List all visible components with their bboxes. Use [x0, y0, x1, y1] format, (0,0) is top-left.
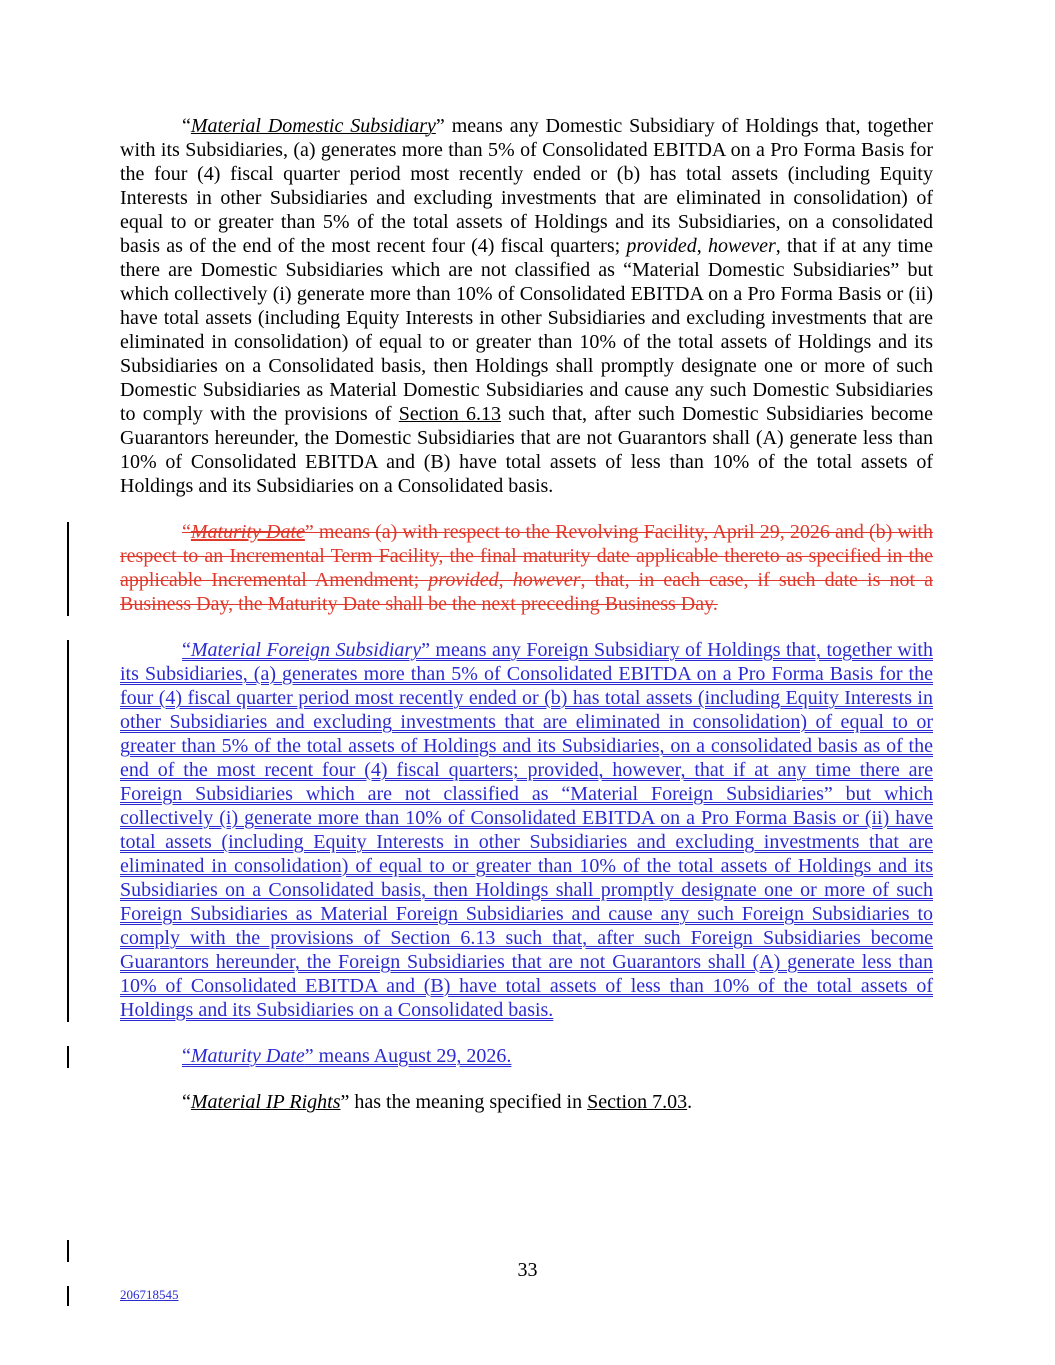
document-id-stamp: 206718545: [120, 1287, 179, 1302]
definition-material-domestic-subsidiary: “Material Domestic Subsidiary” means any Domestic Subsidiary of Holdings that, together with its Subsidiaries, (a) generates more than 5% of Consolidated EBITDA on a Pro Forma Basis for the four (4) fiscal quarter period most recently ended or (b) has total assets (including Equity Interests in other Subsidiaries and excluding investments that are eliminated in consolidation) of equal to or greater than 5% of the total assets of Holdings and its Subsidiaries, on a consolidated basis as of the end of the most recent four (4) fiscal quarters; provided, however, that if at any time there are Domestic Subsidiaries which are not classified as “Material Domestic Subsidiaries” but which collectively (i) generate more than 10% of Consolidated EBITDA on a Pro Forma Basis or (ii) have total assets (including Equity Interests in other Subsidiaries and excluding investments that are eliminated in consolidation) of equal to or greater than 10% of the total assets of Holdings and its Subsidiaries on a Consolidated basis, then Holdings shall promptly designate one or more of such Domestic Subsidiaries as Material Domestic Subsidiaries and cause any such Domestic Subsidiaries to comply with the provisions of Section 6.13 such that, after such Domestic Subsidiaries become Guarantors hereunder, the Domestic Subsidiaries that are not Guarantors shall (A) generate less than 10% of Consolidated EBITDA and (B) have total assets of less than 10% of the total assets of Holdings and its Subsidiaries on a Consolidated basis.: [120, 115, 933, 497]
change-bar: [67, 640, 69, 1022]
change-bar: [67, 1046, 69, 1068]
definition-maturity-date-deleted: “Maturity Date” means (a) with respect to the Revolving Facility, April 29, 2026 and (b) with respect to an Incremental Term Facility, the final maturity date applicable thereto as specified in the applicable Incremental Amendment; provided, however, that, in each case, if such date is not a Business Day, the Maturity Date shall be the next preceding Business Day.: [120, 521, 933, 615]
change-bar: [67, 1240, 69, 1262]
definition-maturity-date-inserted: “Maturity Date” means August 29, 2026.: [182, 1045, 512, 1067]
change-bar: [67, 1286, 69, 1306]
definition-material-ip-rights: “Material IP Rights” has the meaning specified in Section 7.03.: [182, 1091, 693, 1113]
document-body: [120, 114, 933, 1136]
definition-material-foreign-subsidiary-inserted: “Material Foreign Subsidiary” means any Foreign Subsidiary of Holdings that, together with its Subsidiaries, (a) generates more than 5% of Consolidated EBITDA on a Pro Forma Basis for the four (4) fiscal quarter period most recently ended or (b) has total assets (including Equity Interests in other Subsidiaries and excluding investments that are eliminated in consolidation) of equal to or greater than 5% of the total assets of Holdings and its Subsidiaries, on a consolidated basis as of the end of the most recent four (4) fiscal quarters; provided, however, that if at any time there are Foreign Subsidiaries which are not classified as “Material Foreign Subsidiaries” but which collectively (i) generate more than 10% of Consolidated EBITDA on a Pro Forma Basis or (ii) have total assets (including Equity Interests in other Subsidiaries and excluding investments that are eliminated in consolidation) of equal to or greater than 10% of the total assets of Holdings and its Subsidiaries on a Consolidated basis, then Holdings shall promptly designate one or more of such Foreign Subsidiaries as Material Foreign Subsidiaries and cause any such Foreign Subsidiaries to comply with the provisions of Section 6.13 such that, after such Foreign Subsidiaries become Guarantors hereunder, the Foreign Subsidiaries that are not Guarantors shall (A) generate less than 10% of Consolidated EBITDA and (B) have total assets of less than 10% of the total assets of Holdings and its Subsidiaries on a Consolidated basis.: [120, 639, 933, 1021]
page-number: 33: [517, 1259, 538, 1281]
change-bar: [67, 522, 69, 616]
